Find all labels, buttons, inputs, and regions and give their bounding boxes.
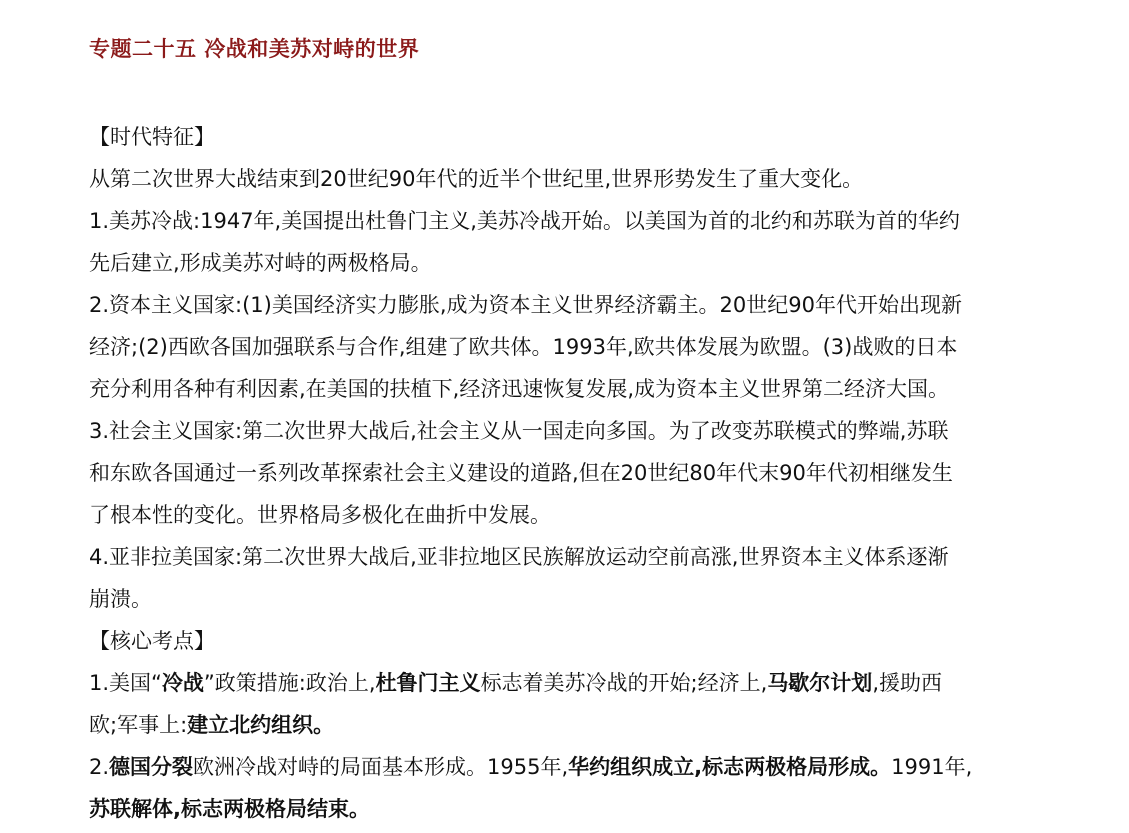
text-line: 经济;(2)西欧各国加强联系与合作,组建了欧共体。1993年,欧共体发展为欧盟。(3)战败的日本 — [89, 335, 958, 359]
intro-paragraph: 从第二次世界大战结束到20世纪90年代的近半个世纪里,世界形势发生了重大变化。 — [89, 167, 864, 191]
bold-term: 杜鲁门主义 — [375, 671, 481, 695]
text-line: 充分利用各种有利因素,在美国的扶植下,经济迅速恢复发展,成为资本主义世界第二经济大国。 — [89, 377, 950, 401]
text-line — [89, 746, 1079, 788]
text-run: 1.美国“ — [89, 671, 162, 695]
text-line: 4.亚非拉美国家:第二次世界大战后,亚非拉地区民族解放运动空前高涨,世界资本主义体系逐渐 — [89, 545, 949, 569]
bold-term: 德国分裂 — [109, 755, 194, 779]
text-line: 1.美苏冷战:1947年,美国提出杜鲁门主义,美苏冷战开始。以美国为首的北约和苏联为首的华约 — [89, 209, 960, 233]
paragraph-socialist-countries — [89, 410, 1079, 536]
bold-term: 苏联解体,标志两极格局结束。 — [89, 797, 370, 821]
text-run: 1991年, — [891, 755, 973, 779]
text-run: ,援助西 — [872, 671, 942, 695]
page-title: 专题二十五 冷战和美苏对峙的世界 — [89, 37, 420, 61]
text-line: 2.资本主义国家:(1)美国经济实力膨胀,成为资本主义世界经济霸主。20世纪90年代开始出现新 — [89, 293, 962, 317]
text-line: 先后建立,形成美苏对峙的两极格局。 — [89, 251, 432, 275]
text-run: 标志着美苏冷战的开始;经济上, — [480, 671, 768, 695]
text-line — [89, 662, 1079, 704]
text-run: ”政策措施:政治上, — [203, 671, 376, 695]
paragraph-cold-war — [89, 200, 1079, 284]
document-body — [89, 116, 1079, 830]
bold-term: 华约组织成立,标志两极格局形成。 — [568, 755, 892, 779]
bold-term: 马歇尔计划 — [767, 671, 873, 695]
section-heading-era-features: 【时代特征】 — [89, 125, 215, 149]
text-run: 欧洲冷战对峙的局面基本形成。1955年, — [193, 755, 569, 779]
text-line: 崩溃。 — [89, 587, 152, 611]
section-heading-core-points: 【核心考点】 — [89, 629, 215, 653]
text-run: 欧;军事上: — [89, 713, 188, 737]
text-line — [89, 788, 1079, 830]
core-point-1 — [89, 662, 1079, 746]
text-run: 2. — [89, 755, 110, 779]
text-line: 3.社会主义国家:第二次世界大战后,社会主义从一国走向多国。为了改变苏联模式的弊端,苏联 — [89, 419, 949, 443]
core-point-2 — [89, 746, 1079, 830]
paragraph-capitalist-countries — [89, 284, 1079, 410]
text-line — [89, 704, 1079, 746]
text-line: 了根本性的变化。世界格局多极化在曲折中发展。 — [89, 503, 551, 527]
bold-term: 建立北约组织。 — [187, 713, 335, 737]
paragraph-asia-africa-latin-america — [89, 536, 1079, 620]
text-line: 和东欧各国通过一系列改革探索社会主义建设的道路,但在20世纪80年代末90年代初相继发生 — [89, 461, 953, 485]
bold-term: 冷战 — [161, 671, 204, 695]
